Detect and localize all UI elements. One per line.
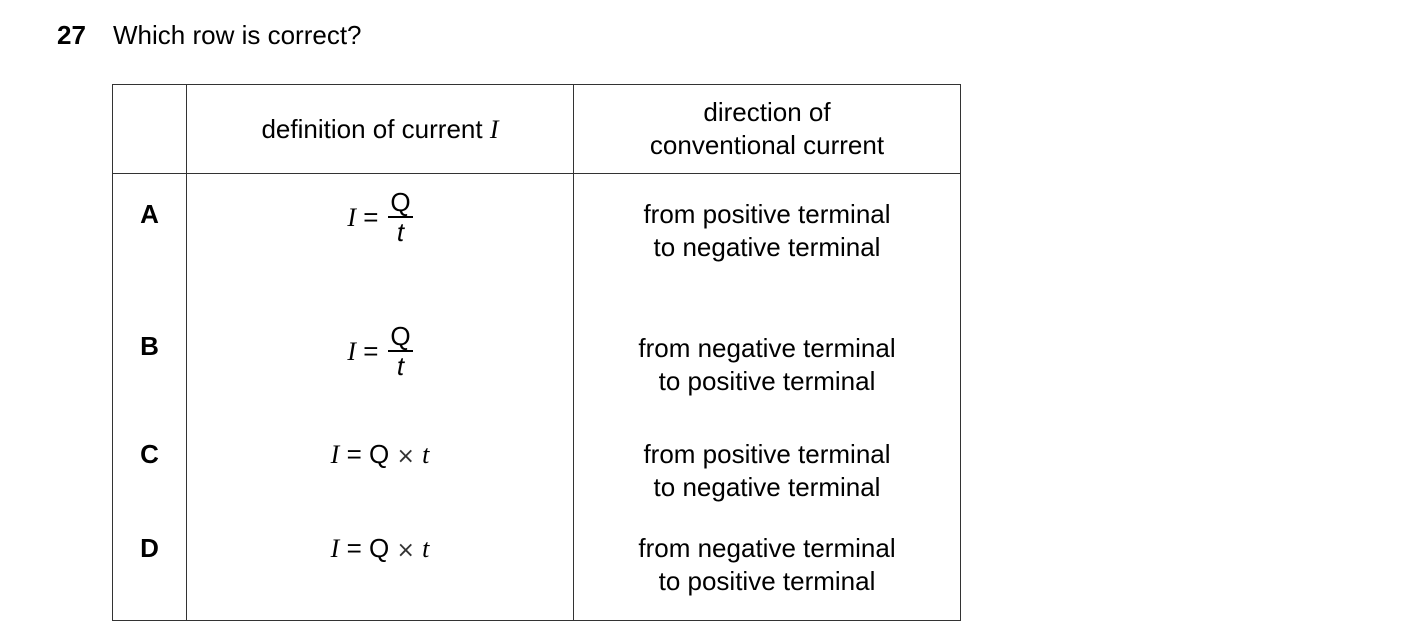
table-row xyxy=(113,174,961,307)
direction-line1: from positive terminal xyxy=(643,199,891,229)
header-direction-line2: conventional current xyxy=(649,130,885,160)
direction-line2: to negative terminal xyxy=(653,472,881,502)
row-letter: D xyxy=(140,533,159,563)
equation-rhs: t xyxy=(422,440,430,469)
row-letter-cell xyxy=(113,432,187,526)
fraction xyxy=(388,322,412,380)
definition-cell xyxy=(187,174,574,307)
row-letter-cell xyxy=(113,526,187,621)
equation-equals: = xyxy=(363,201,379,232)
direction-line2: to negative terminal xyxy=(653,232,881,262)
fraction-denominator: t xyxy=(396,351,405,381)
equation-lhs: I xyxy=(347,202,356,232)
header-direction-line1: direction of xyxy=(703,97,831,127)
fraction-numerator: Q xyxy=(390,321,411,351)
fraction-numerator: Q xyxy=(390,187,411,217)
definition-cell xyxy=(187,526,574,621)
question-number: 27 xyxy=(57,20,86,50)
row-letter: B xyxy=(140,331,159,361)
direction-cell xyxy=(574,432,961,526)
times-operator: × xyxy=(396,538,415,563)
table-row xyxy=(113,432,961,526)
definition-cell xyxy=(187,306,574,432)
question-text: Which row is correct? xyxy=(113,20,362,50)
header-direction-cell xyxy=(574,85,961,174)
direction-line1: from positive terminal xyxy=(643,439,891,469)
table-row xyxy=(113,526,961,621)
fraction-equation xyxy=(347,322,412,380)
direction-cell xyxy=(574,526,961,621)
row-letter: C xyxy=(140,439,159,469)
question-heading xyxy=(57,19,362,51)
equation-lhs: I xyxy=(347,336,356,366)
row-letter-cell xyxy=(113,306,187,432)
equation-lhs: I xyxy=(330,440,340,469)
table-row xyxy=(113,306,961,432)
direction-cell xyxy=(574,174,961,307)
table-header-row xyxy=(113,85,961,174)
equation-rhs: t xyxy=(422,534,430,563)
direction-line1: from negative terminal xyxy=(638,333,896,363)
header-empty-cell xyxy=(113,85,187,174)
direction-line1: from negative terminal xyxy=(638,533,896,563)
product-equation xyxy=(331,438,430,473)
direction-line2: to positive terminal xyxy=(658,566,876,596)
answer-table xyxy=(112,84,961,621)
equation-lhs: I xyxy=(330,534,340,563)
equation-equals: = xyxy=(363,335,379,366)
times-operator: × xyxy=(396,444,415,469)
fraction-denominator: t xyxy=(396,217,405,247)
row-letter-cell xyxy=(113,174,187,307)
direction-line2: to positive terminal xyxy=(658,366,876,396)
definition-cell xyxy=(187,432,574,526)
direction-cell xyxy=(574,306,961,432)
fraction xyxy=(388,188,412,246)
equation-equals: = Q xyxy=(346,533,390,563)
row-letter: A xyxy=(140,199,159,229)
header-definition-text: definition of current xyxy=(261,113,483,144)
header-definition-var: I xyxy=(489,114,499,144)
fraction-equation xyxy=(347,188,412,246)
header-definition-cell xyxy=(187,85,574,174)
product-equation xyxy=(331,532,430,567)
equation-equals: = Q xyxy=(346,439,390,469)
